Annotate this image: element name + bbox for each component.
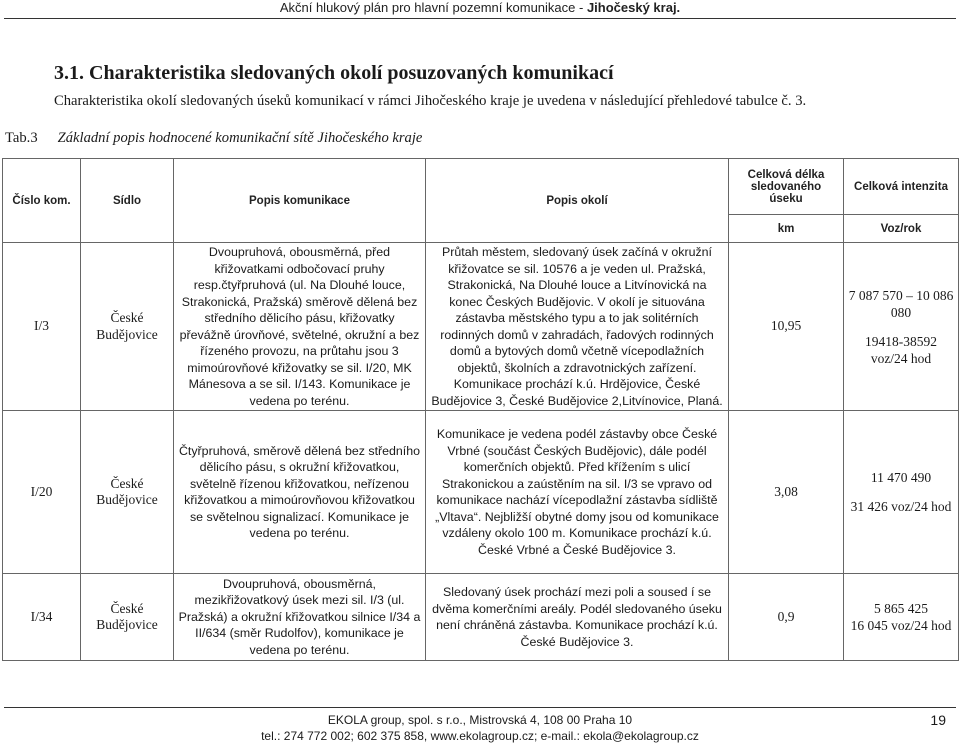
cell-cislo: I/34 — [3, 574, 81, 661]
cell-popis-okoli: Komunikace je vedena podél zástavby obce České Vrbné (součást Českých Budějovic), dále podél komerčních objektů. Před křížením s ulicí Strakonickou a zaústěním na sil. I/3 se vpravo od komunikace nachází vícepodlažní zástavba sídliště „Vltava“. Nejbližší obytné domy jsou od komunikace vzdáleny okolo 100 m. Komunikace prochází k.ú. České Vrbné a České Budějovice 3. — [426, 411, 729, 574]
cell-cislo: I/3 — [3, 243, 81, 411]
header-delka: Celková délka sledovaného úseku — [729, 159, 844, 215]
cell-sidlo: České Budějovice — [81, 574, 174, 661]
document-header — [0, 0, 960, 16]
cell-cislo: I/20 — [3, 411, 81, 574]
header-cislo: Číslo kom. — [3, 159, 81, 243]
footer — [0, 712, 960, 744]
table-row — [3, 411, 959, 574]
cell-popis-komunikace: Dvoupruhová, obousměrná, mezikřižovatkový úsek mezi sil. I/3 (ul. Pražská) a okružní křižovatkou silnice I/34 a II/634 (směr Rudolfov), komunikace je vedena po terénu. — [174, 574, 426, 661]
intenzita-daily: 31 426 voz/24 hod — [850, 499, 952, 514]
table-header-row — [3, 159, 959, 215]
header-delka-unit: km — [729, 215, 844, 243]
cell-intenzita — [844, 574, 959, 661]
intenzita-daily: 16 045 voz/24 hod — [850, 618, 952, 633]
cell-delka: 10,95 — [729, 243, 844, 411]
table-row — [3, 574, 959, 661]
page-number: 19 — [930, 712, 946, 728]
table-caption-label: Tab.3 — [5, 130, 38, 146]
cell-popis-komunikace: Čtyřpruhová, směrově dělená bez středního dělicího pásu, s okružní křižovatkou, světelně řízenou křižovatkou, neřízenou křižovatkou a mimoúrovňovou křižovatkou se světelnou signalizací. Komunikace je vedena po terénu. — [174, 411, 426, 574]
header-title-prefix: Akční hlukový plán pro hlavní pozemní komunikace - — [279, 0, 587, 15]
cell-delka: 0,9 — [729, 574, 844, 661]
header-popis-okoli: Popis okolí — [426, 159, 729, 243]
cell-intenzita — [844, 243, 959, 411]
header-intenzita-unit: Voz/rok — [844, 215, 959, 243]
cell-intenzita — [844, 411, 959, 574]
intenzita-annual: 5 865 425 — [874, 601, 928, 616]
cell-popis-komunikace: Dvoupruhová, obousměrná, před křižovatkami odbočovací pruhy resp.čtyřpruhová (ul. Na Dlouhé louce, Strakonická, Pražská) směrově dělená bez středního dělicího pásu, křižovatky převážně úrovňové, světelné, okružní a bez řízeného provozu, na průtahu jsou 3 mimoúrovňové křižovatky se sil. I/20, MK Mánesova a se sil. I/143. Komunikace je vedena po terénu. — [174, 243, 426, 411]
cell-delka: 3,08 — [729, 411, 844, 574]
section-heading: 3.1. Charakteristika sledovaných okolí posuzovaných komunikací — [54, 62, 614, 84]
header-divider — [4, 18, 956, 19]
table-row — [3, 243, 959, 411]
cell-popis-okoli: Sledovaný úsek prochází mezi poli a soused í se dvěma komerčními areály. Podél sledovaného úseku není chráněná zástavba. Komunikace prochází k.ú. České Budějovice 3. — [426, 574, 729, 661]
header-intenzita: Celková intenzita — [844, 159, 959, 215]
cell-sidlo: České Budějovice — [81, 243, 174, 411]
cell-sidlo: České Budějovice — [81, 411, 174, 574]
intenzita-annual: 11 470 490 — [870, 470, 932, 485]
road-description-table — [2, 158, 959, 661]
cell-popis-okoli: Průtah městem, sledovaný úsek začíná v okružní křižovatce se sil. 10576 a je veden ul. Pražská, Strakonická, Na Dlouhé louce a Litvínovická na konec Českých Budějovic. V okolí je situována zástavba městského typu a to jak solitérních rodinných domů v zahradách, řadových rodinných domů a bytových domů včetně vícepodlažních objektů, školních a zdravotnických zařízení. Komunikace prochází k.ú. Hrdějovice, České Budějovice 3, České Budějovice 2,Litvínovice, Planá. — [426, 243, 729, 411]
intro-paragraph: Charakteristika okolí sledovaných úseků komunikací v rámci Jihočeského kraje je uvedena v následující přehledové tabulce č. 3. — [54, 93, 807, 109]
header-popis-komunikace: Popis komunikace — [174, 159, 426, 243]
intenzita-annual: 7 087 570 – 10 086 080 — [848, 287, 954, 320]
table-caption-text: Základní popis hodnocené komunikační sítě Jihočeského kraje — [57, 130, 423, 146]
footer-address: EKOLA group, spol. s r.o., Mistrovská 4, 108 00 Praha 10 — [327, 713, 633, 727]
footer-contact: tel.: 274 772 002; 602 375 858, www.ekolagroup.cz; e-mail.: ekola@ekolagroup.cz — [261, 729, 699, 743]
header-title-region: Jihočeský kraj. — [586, 0, 681, 15]
table-caption — [5, 130, 422, 147]
footer-divider — [4, 707, 956, 708]
intenzita-daily: 19418-38592 voz/24 hod — [865, 333, 937, 366]
header-sidlo: Sídlo — [81, 159, 174, 243]
